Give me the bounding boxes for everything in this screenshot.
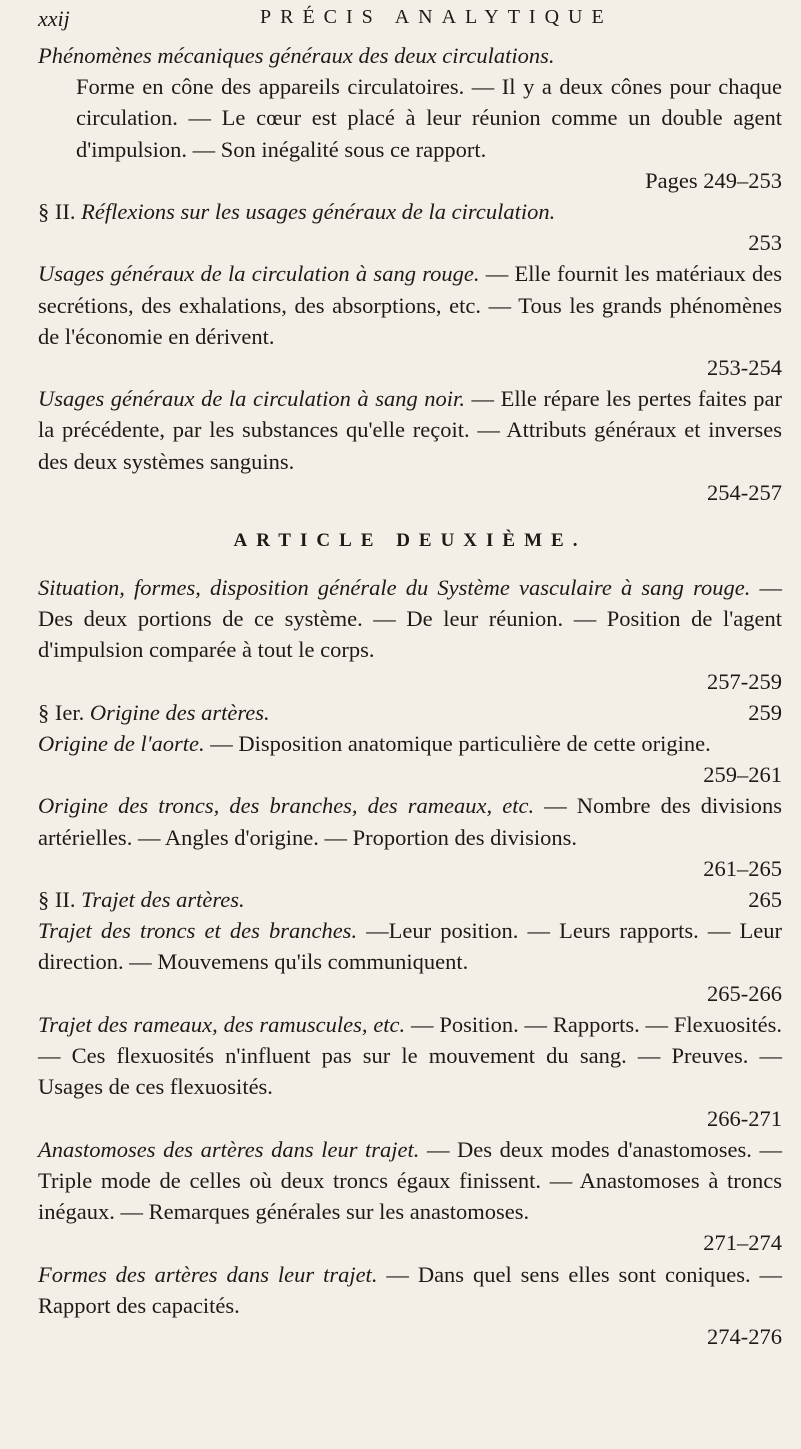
entry-pages: 265-266 bbox=[707, 980, 782, 1006]
entry-text: —Leur position. — Leurs rapports. — Leur direction. — Mouvemens qu'ils communiquent. bbox=[38, 918, 782, 975]
entry-heading: Trajet des rameaux, des ramuscules, etc. bbox=[38, 1011, 406, 1037]
entry-pages: 253-254 bbox=[707, 355, 782, 381]
section-mark: § II. bbox=[38, 887, 76, 913]
entry-heading: Origine de l'aorte. bbox=[38, 731, 205, 757]
section-pages: 253 bbox=[748, 230, 782, 256]
entry-page-row bbox=[38, 978, 782, 1009]
entry-text: — Position. — Rapports. — Flexuosités. — Ces flexuosités n'influent pas sur le mouvement du sang. — Preuves. — Usages de ces flexuosités. bbox=[38, 1011, 782, 1100]
entry-text: — Disposition anatomique particulière de cette origine. bbox=[210, 731, 711, 757]
entry-text: — Dans quel sens elles sont coniques. — Rapport des capacités. bbox=[38, 1261, 783, 1318]
toc-entry bbox=[38, 915, 782, 1009]
entry-pages: 266-271 bbox=[707, 1105, 782, 1131]
entry-heading: Origine des troncs, des branches, des rameaux, etc. bbox=[38, 793, 535, 819]
entry-heading: Formes des artères dans leur trajet. bbox=[38, 1261, 378, 1287]
entry-page-row bbox=[38, 759, 782, 790]
article-heading: ARTICLE DEUXIÈME. bbox=[233, 530, 587, 552]
entry-pages: 259–261 bbox=[703, 762, 782, 788]
entry-page-row bbox=[76, 165, 782, 196]
section-title: Trajet des artères. bbox=[81, 887, 245, 913]
entry-page-row bbox=[38, 477, 782, 508]
page-header bbox=[38, 6, 778, 32]
entry-heading: Situation, formes, disposition générale du Système vasculaire à sang rouge. bbox=[38, 575, 751, 601]
section-title: Réflexions sur les usages généraux de la circulation. bbox=[81, 199, 556, 225]
entry-pages: 271–274 bbox=[703, 1230, 782, 1256]
toc-entry bbox=[38, 790, 782, 884]
toc-entry bbox=[38, 572, 782, 697]
entry-heading: Usages généraux de la circulation à sang noir. bbox=[38, 386, 465, 412]
entry-pages: Pages 249–253 bbox=[645, 167, 782, 193]
section-mark: § II. bbox=[38, 199, 76, 225]
entry-text: — Nombre des divisions artérielles. — Angles d'origine. — Proportion des divisions. bbox=[38, 793, 782, 850]
entry-pages: 261–265 bbox=[703, 855, 782, 881]
toc-entry bbox=[38, 1259, 782, 1353]
entry-heading: Phénomènes mécaniques généraux des deux circulations. bbox=[38, 43, 555, 68]
section-pages: 265 bbox=[748, 887, 782, 913]
section-heading bbox=[38, 884, 782, 915]
toc-entry bbox=[38, 1009, 782, 1134]
entry-page-row bbox=[38, 666, 782, 697]
entry-pages: 254-257 bbox=[707, 479, 782, 505]
entry-page-row bbox=[38, 1321, 782, 1352]
entry-text: Forme en cône des appareils circulatoires. — Il y a deux cônes pour chaque circulation. — Le cœur est placé à leur réunion comme un double agent d'impulsion. — Son inégalité sous ce rapport. bbox=[76, 74, 782, 162]
entry-page-row bbox=[38, 853, 782, 884]
entry-text: — Des deux modes d'anastomoses. — Triple mode de celles où deux troncs égaux finissent. — Anastomoses à troncs inégaux. — Remarques générales sur les anastomoses. bbox=[38, 1136, 782, 1225]
running-title: PRÉCIS ANALYTIQUE bbox=[260, 6, 613, 28]
entry-pages: 257-259 bbox=[707, 668, 782, 694]
toc-entry bbox=[38, 40, 782, 196]
entry-pages: 274-276 bbox=[707, 1323, 782, 1349]
section-heading bbox=[38, 196, 782, 258]
section-page-row bbox=[38, 227, 782, 258]
entry-continuation bbox=[38, 71, 782, 196]
section-mark: § Ier. bbox=[38, 699, 85, 725]
entry-page-row bbox=[38, 352, 782, 383]
section-title: Origine des artères. bbox=[89, 699, 270, 725]
entry-text: — Elle fournit les matériaux des secrétions, des exhalations, des absorptions, etc. — Tous les grands phénomènes de l'économie en dérivent. bbox=[38, 261, 783, 349]
entry-heading: Usages généraux de la circulation à sang rouge. bbox=[38, 261, 480, 287]
folio-number: xxij bbox=[38, 6, 70, 31]
toc-entry bbox=[38, 728, 782, 790]
entry-text: — Elle répare les pertes faites par la précédente, par les substances qu'elle reçoit. — Attributs généraux et inverses des deux systèmes sanguins. bbox=[38, 386, 783, 474]
toc-entry bbox=[38, 383, 782, 508]
section-pages: 259 bbox=[748, 699, 782, 725]
entry-heading: Trajet des troncs et des branches. bbox=[38, 918, 358, 944]
entry-page-row bbox=[38, 1227, 782, 1258]
entry-heading: Anastomoses des artères dans leur trajet. bbox=[38, 1136, 420, 1162]
toc-entry bbox=[38, 258, 782, 383]
table-of-contents bbox=[38, 40, 782, 1352]
entry-page-row bbox=[38, 1103, 782, 1134]
entry-text: — Des deux portions de ce système. — De leur réunion. — Position de l'agent d'impulsion comparée à tout le corps. bbox=[38, 575, 782, 663]
section-heading bbox=[38, 697, 782, 728]
toc-entry bbox=[38, 1134, 782, 1259]
